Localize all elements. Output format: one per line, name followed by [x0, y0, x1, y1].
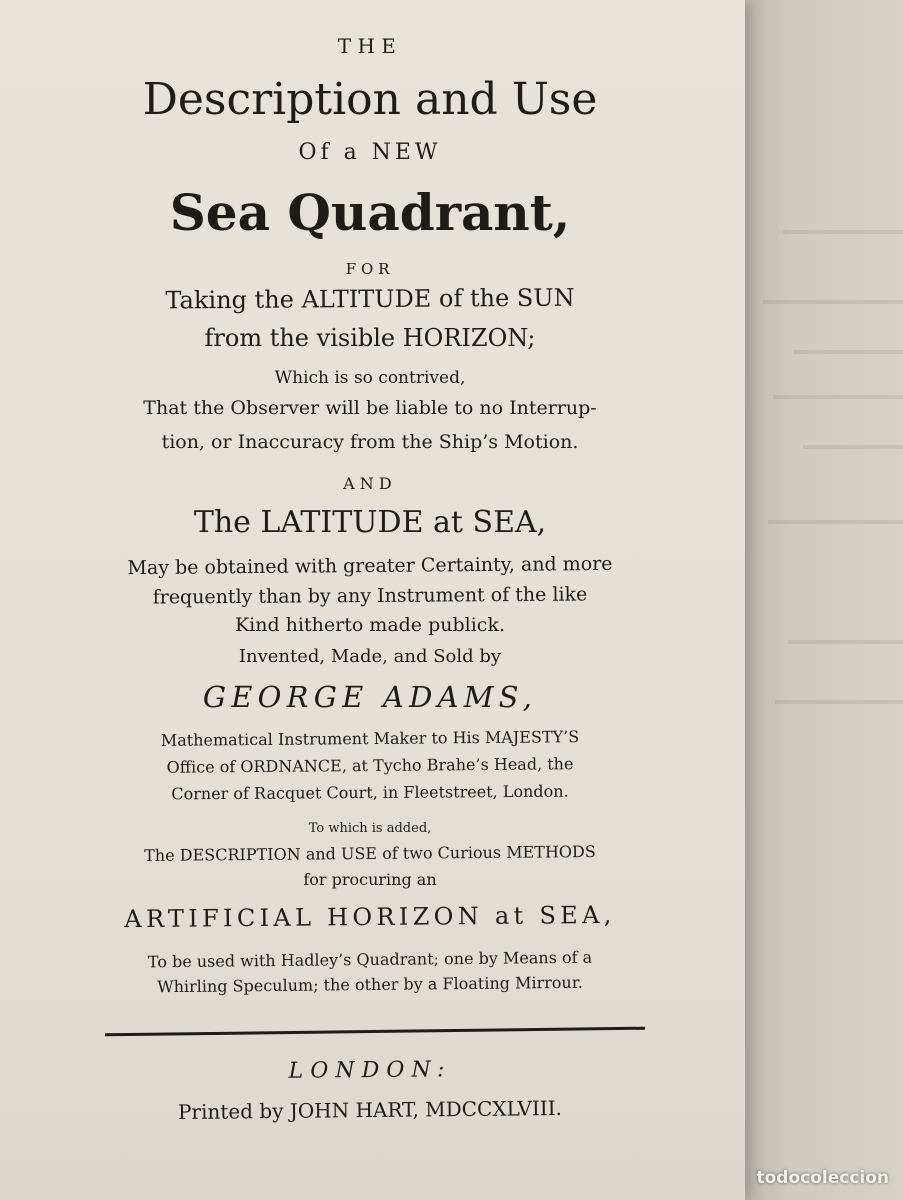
bleed-through-line	[775, 700, 903, 704]
text-observer-1: That the Observer will be liable to no Interrup-	[143, 397, 597, 419]
text-obtained-2: frequently than by any Instrument of the like	[152, 583, 588, 609]
text-maker-1: Mathematical Instrument Maker to His MAJESTY’S	[160, 727, 580, 750]
text-visible-horizon: from the visible HORIZON;	[204, 324, 536, 352]
watermark-logo: todocoleccion	[756, 1168, 889, 1188]
bleed-through-line	[793, 350, 903, 354]
text-printed-by: Printed by JOHN HART, MDCCXLVIII.	[177, 1095, 563, 1125]
text-methods-2: for procuring an	[303, 870, 437, 889]
text-maker-2: Office of ORDNANCE, at Tycho Brahe’s Head, the	[166, 754, 574, 777]
bleed-through-line	[783, 230, 903, 234]
horizontal-rule	[105, 1027, 645, 1037]
bleed-through-line	[763, 300, 903, 304]
text-maker-3: Corner of Racquet Court, in Fleetstreet, London.	[171, 781, 569, 804]
text-and: AND	[343, 474, 397, 493]
text-added: To which is added,	[308, 821, 432, 836]
text-london: LONDON:	[288, 1057, 452, 1084]
bleed-through-line	[803, 445, 903, 449]
heading-the: THE	[337, 34, 403, 58]
text-obtained-1: May be obtained with greater Certainty, and more	[127, 552, 613, 580]
adjacent-page	[745, 0, 903, 1200]
text-invented: Invented, Made, and Sold by	[238, 646, 502, 667]
text-contrived: Which is so contrived,	[274, 368, 466, 388]
text-obtained-3: Kind hitherto made publick.	[234, 614, 506, 636]
text-taking-altitude: Taking the ALTITUDE of the SUN	[165, 283, 575, 315]
text-hadley-1: To be used with Hadley’s Quadrant; one by Means of a	[147, 947, 593, 972]
heading-latitude: The LATITUDE at SEA,	[193, 505, 547, 540]
text-hadley-2: Whirling Speculum; the other by a Floating Mirrour.	[157, 972, 583, 997]
bleed-through-line	[768, 520, 903, 524]
heading-artificial-horizon: ARTIFICIAL HORIZON at SEA,	[124, 900, 616, 934]
heading-sea-quadrant: Sea Quadrant,	[169, 183, 571, 242]
heading-description: Description and Use	[142, 74, 598, 125]
text-observer-2: tion, or Inaccuracy from the Ship’s Motion.	[161, 431, 579, 453]
bleed-through-line	[773, 395, 903, 399]
heading-author: GEORGE ADAMS,	[202, 680, 538, 714]
bleed-through-line	[788, 640, 903, 644]
text-methods-1: The DESCRIPTION and USE of two Curious METHODS	[144, 842, 596, 865]
text-for: FOR	[345, 260, 395, 278]
heading-of-new: Of a NEW	[298, 140, 442, 165]
